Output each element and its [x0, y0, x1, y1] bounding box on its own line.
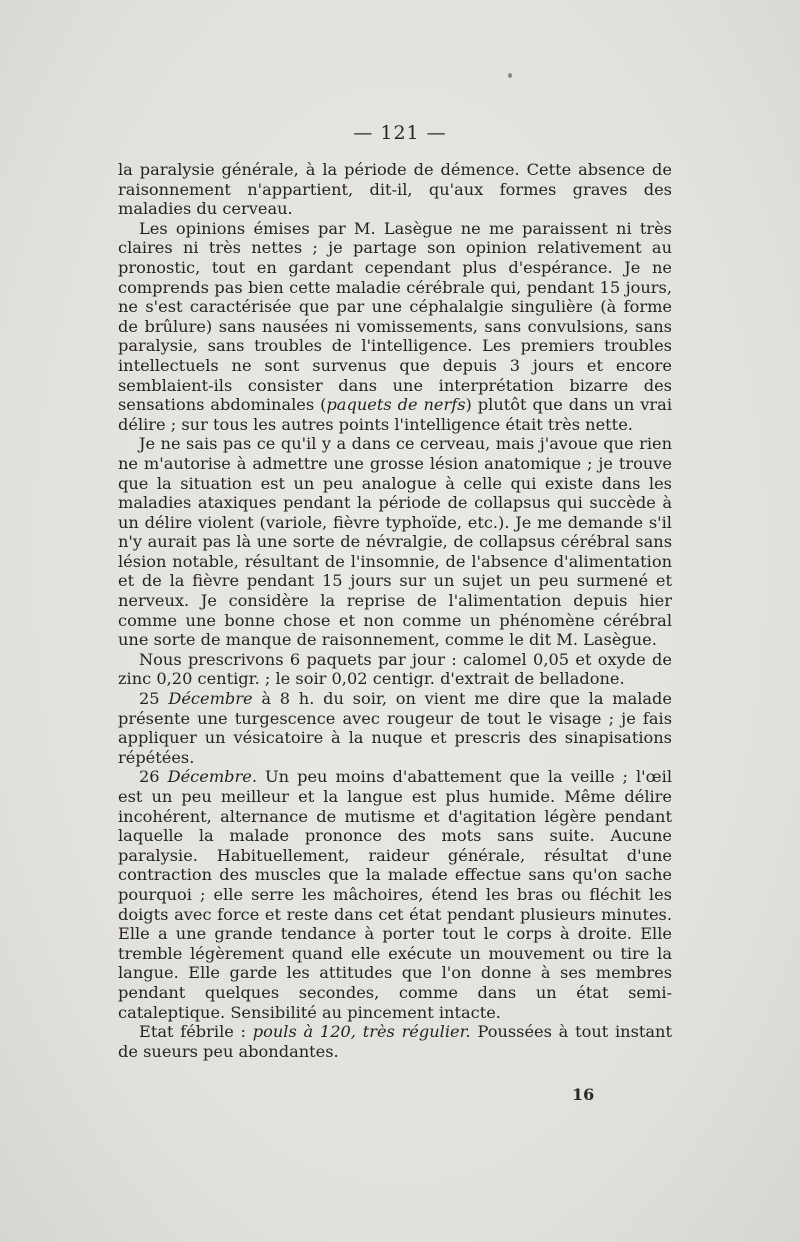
text-run: Je ne sais pas ce qu'il y a dans ce cerveau, mais j'avoue que rien ne m'autorise à admettre une grosse lésion anatomique ; je trouve que la situation est un peu analogue à celle qui existe dans les maladies ataxiques pendant la période de collapsus qui succède à un délire violent (variole, fièvre typhoïde, etc.). Je me demande s'il n'y aurait pas là une sorte de névralgie, de collapsus cérébral sans lésion notable, résultant de l'insomnie, de l'absence d'alimentation et de la fièvre pendant 15 jours sur un sujet un peu surmené et nerveux. Je considère la reprise de l'alimentation depuis hier comme une bonne chose et non comme un phénomène cérébral une sorte de manque de raisonnement, comme le dit M. Lasègue.: [118, 434, 672, 650]
paragraph: [118, 434, 672, 650]
text-run: Etat fébrile :: [139, 1022, 253, 1042]
signature-mark: 16: [572, 1085, 595, 1104]
paragraph: [118, 219, 672, 435]
text-run: Les opinions émises par M. Lasègue ne me paraissent ni très claires ni très nettes ; je partage son opinion relativement au pronostic, tout en gardant cependant plus d'espérance. Je ne comprends pas bien cette maladie cérébrale qui, pendant 15 jours, ne s'est caractérisée que par une céphalalgie singulière (à forme de brûlure) sans nausées ni vomissements, sans convulsions, sans paralysie, sans troubles de l'intelligence. Les premiers troubles intellectuels ne sont survenus que depuis 3 jours et encore semblaient-ils consister dans une interprétation bizarre des sensations abdominales (: [118, 218, 672, 415]
italic-text: Décembre: [168, 689, 253, 709]
ink-speck: [508, 73, 512, 78]
text-run: Un peu moins d'abattement que la veille ; l'œil est un peu meilleur et la langue est plus humide. Même délire incohérent, alternance de mutisme et d'agitation légère pendant laquelle la malade prononce des mots sans suite. Aucune paralysie. Habituellement, raideur générale, résultat d'une contraction des muscles que la malade effectue sans qu'on sache pourquoi ; elle serre les mâchoires, étend les bras ou fléchit les doigts avec force et reste dans cet état pendant plusieurs minutes. Elle a une grande tendance à porter tout le corps à droite. Elle tremble légèrement quand elle exécute un mouvement ou tire la langue. Elle garde les attitudes que l'on donne à ses membres pendant quelques secondes, comme dans un état semi-cataleptique. Sensibilité au pincement intacte.: [118, 767, 672, 1022]
italic-text: Décembre.: [167, 767, 258, 787]
text-run: Poussées à tout instant de sueurs peu abondantes.: [118, 1022, 672, 1061]
italic-text: paquets de nerfs: [326, 395, 466, 415]
page-number: — 121 —: [353, 122, 447, 144]
text-run: ) plutôt que dans un vrai délire ; sur tous les autres points l'intelligence était très nette.: [118, 395, 672, 434]
paragraph: [118, 650, 672, 689]
text-run: la paralysie générale, à la période de démence. Cette absence de raisonnement n'appartient, dit-il, qu'aux formes graves des maladies du cerveau.: [118, 160, 672, 219]
paragraph: [118, 160, 672, 219]
text-run: à 8 h. du soir, on vient me dire que la malade présente une turgescence avec rougeur de tout le visage ; je fais appliquer un vésicatoire à la nuque et prescris des sinapisations répétées.: [118, 689, 672, 767]
paragraph: [118, 767, 672, 1022]
text-run: Nous prescrivons 6 paquets par jour : calomel 0,05 et oxyde de zinc 0,20 centigr. ; le soir 0,02 centigr. d'extrait de belladone.: [118, 649, 672, 689]
italic-text: pouls à 120, très régulier.: [252, 1022, 471, 1042]
body-text: [118, 160, 672, 1061]
paragraph: [118, 1022, 672, 1061]
text-run: 25: [139, 689, 169, 709]
paragraph: [118, 689, 672, 767]
text-run: 26: [139, 767, 168, 787]
